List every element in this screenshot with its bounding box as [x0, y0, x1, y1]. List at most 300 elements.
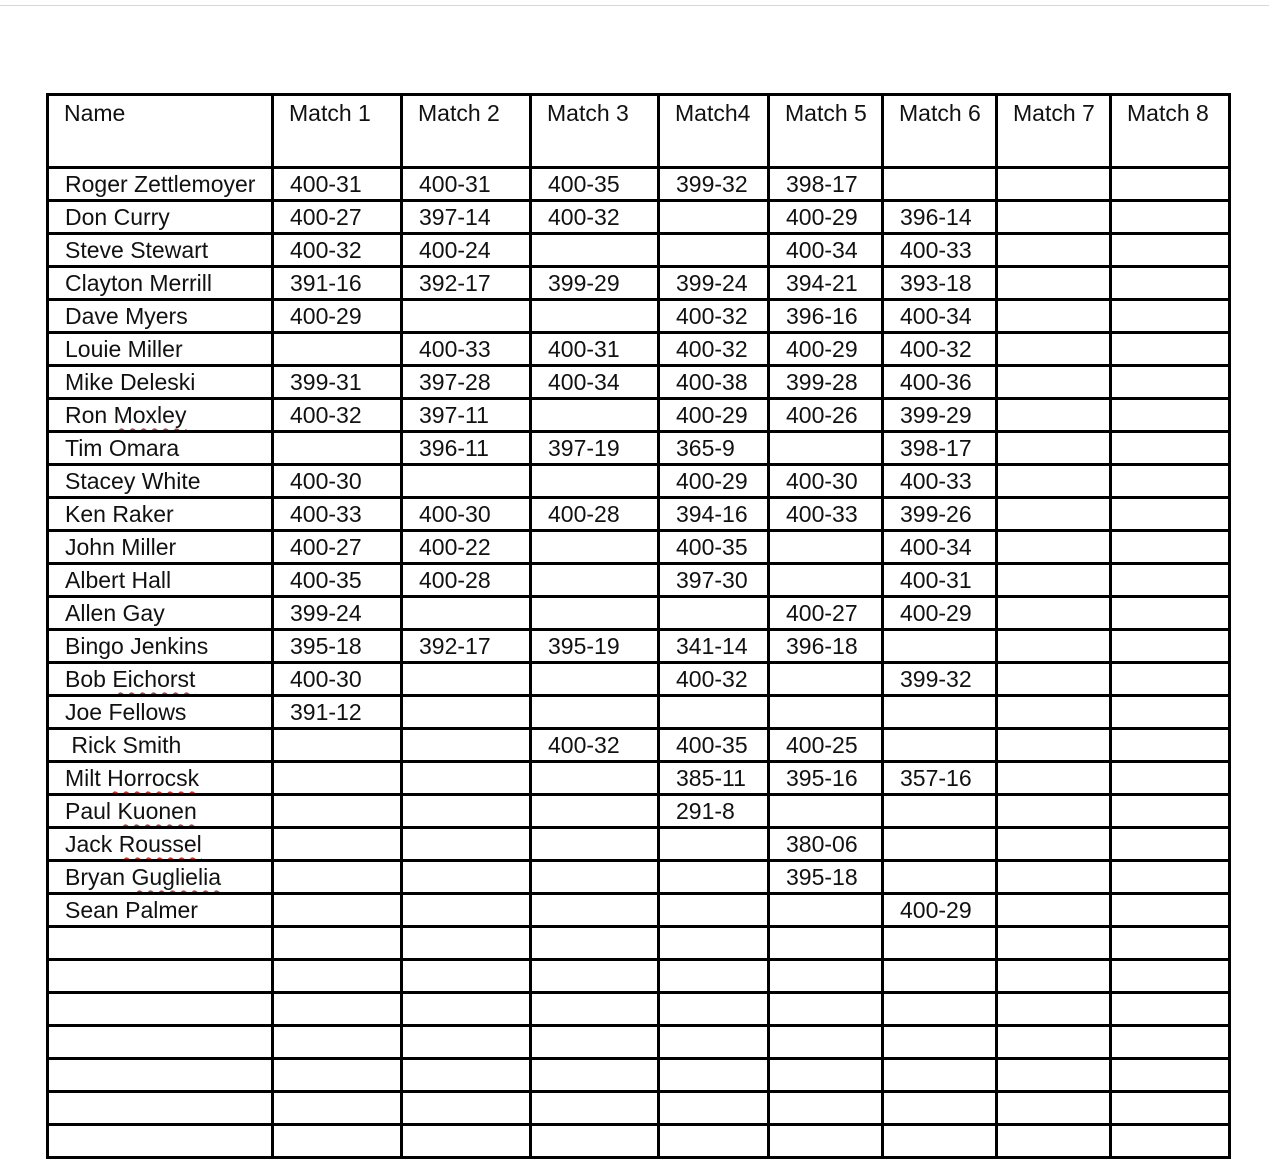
score-cell-match-2[interactable]: 400-28 — [402, 564, 531, 597]
score-cell-match-2[interactable] — [402, 729, 531, 762]
score-cell-match-2[interactable]: 400-30 — [402, 498, 531, 531]
score-cell-match-4[interactable]: 399-32 — [659, 168, 769, 201]
score-cell-match-7[interactable] — [997, 564, 1111, 597]
score-cell-match-8[interactable] — [1111, 762, 1230, 795]
score-cell-match-3[interactable]: 400-31 — [531, 333, 659, 366]
score-cell-match-7[interactable] — [997, 597, 1111, 630]
score-cell-match-5[interactable] — [769, 795, 883, 828]
column-header-match-5[interactable]: Match 5 — [769, 95, 883, 168]
score-cell-match-7[interactable] — [997, 663, 1111, 696]
empty-cell[interactable] — [48, 1026, 273, 1059]
empty-cell[interactable] — [402, 993, 531, 1026]
empty-cell[interactable] — [659, 927, 769, 960]
score-cell-match-5[interactable]: 400-30 — [769, 465, 883, 498]
score-cell-match-2[interactable]: 397-28 — [402, 366, 531, 399]
empty-cell[interactable] — [48, 993, 273, 1026]
empty-cell[interactable] — [531, 1026, 659, 1059]
score-cell-match-8[interactable] — [1111, 894, 1230, 927]
score-cell-match-5[interactable]: 400-26 — [769, 399, 883, 432]
table-row — [48, 498, 1230, 531]
shooter-name-cell[interactable] — [48, 300, 273, 333]
score-cell-match-3[interactable]: 400-35 — [531, 168, 659, 201]
score-cell-match-2[interactable]: 392-17 — [402, 630, 531, 663]
score-cell-match-1[interactable] — [273, 795, 402, 828]
score-cell-match-8[interactable] — [1111, 630, 1230, 663]
table-row — [48, 894, 1230, 927]
score-cell-match-2[interactable]: 397-14 — [402, 201, 531, 234]
score-cell-match-5[interactable] — [769, 531, 883, 564]
table-row — [48, 399, 1230, 432]
score-cell-match-3[interactable] — [531, 828, 659, 861]
table-row — [48, 762, 1230, 795]
score-cell-match-8[interactable] — [1111, 498, 1230, 531]
table-row — [48, 234, 1230, 267]
score-cell-match-6[interactable]: 400-36 — [883, 366, 997, 399]
empty-cell[interactable] — [997, 1059, 1111, 1092]
shooter-name-cell[interactable] — [48, 861, 273, 894]
score-cell-match-2[interactable]: 400-24 — [402, 234, 531, 267]
score-cell-match-3[interactable] — [531, 597, 659, 630]
table-row — [48, 663, 1230, 696]
shooter-name-cell[interactable] — [48, 795, 273, 828]
score-cell-match-5[interactable] — [769, 894, 883, 927]
score-cell-match-4[interactable]: 400-29 — [659, 399, 769, 432]
shooter-name-cell[interactable] — [48, 432, 273, 465]
shooter-name-cell[interactable] — [48, 465, 273, 498]
score-cell-match-6[interactable] — [883, 168, 997, 201]
empty-cell[interactable] — [1111, 1026, 1230, 1059]
table-row — [48, 300, 1230, 333]
score-cell-match-5[interactable]: 395-16 — [769, 762, 883, 795]
score-cell-match-2[interactable] — [402, 663, 531, 696]
score-cell-match-4[interactable]: 400-32 — [659, 333, 769, 366]
score-cell-match-3[interactable]: 400-32 — [531, 729, 659, 762]
score-cell-match-8[interactable] — [1111, 465, 1230, 498]
shooter-name-cell[interactable] — [48, 597, 273, 630]
score-cell-match-8[interactable] — [1111, 828, 1230, 861]
score-cell-match-8[interactable] — [1111, 399, 1230, 432]
score-cell-match-1[interactable]: 391-16 — [273, 267, 402, 300]
score-cell-match-3[interactable] — [531, 564, 659, 597]
score-cell-match-2[interactable] — [402, 861, 531, 894]
empty-table-row — [48, 993, 1230, 1026]
score-cell-match-6[interactable]: 400-32 — [883, 333, 997, 366]
empty-cell[interactable] — [769, 927, 883, 960]
score-cell-match-6[interactable]: 399-32 — [883, 663, 997, 696]
score-cell-match-6[interactable]: 400-34 — [883, 531, 997, 564]
empty-cell[interactable] — [402, 1026, 531, 1059]
score-cell-match-6[interactable]: 400-29 — [883, 597, 997, 630]
score-cell-match-6[interactable] — [883, 729, 997, 762]
score-cell-match-8[interactable] — [1111, 531, 1230, 564]
empty-cell[interactable] — [531, 993, 659, 1026]
score-cell-match-8[interactable] — [1111, 234, 1230, 267]
empty-cell[interactable] — [402, 1125, 531, 1158]
empty-table-row — [48, 1026, 1230, 1059]
score-cell-match-4[interactable]: 365-9 — [659, 432, 769, 465]
score-cell-match-7[interactable] — [997, 234, 1111, 267]
score-cell-match-4[interactable]: 397-30 — [659, 564, 769, 597]
score-cell-match-2[interactable] — [402, 762, 531, 795]
score-cell-match-2[interactable]: 400-22 — [402, 531, 531, 564]
score-cell-match-4[interactable]: 385-11 — [659, 762, 769, 795]
score-cell-match-4[interactable]: 291-8 — [659, 795, 769, 828]
shooter-name-cell[interactable] — [48, 498, 273, 531]
empty-cell[interactable] — [769, 960, 883, 993]
empty-cell[interactable] — [883, 993, 997, 1026]
score-cell-match-8[interactable] — [1111, 597, 1230, 630]
score-cell-match-2[interactable]: 400-31 — [402, 168, 531, 201]
score-cell-match-5[interactable]: 398-17 — [769, 168, 883, 201]
empty-cell[interactable] — [48, 1059, 273, 1092]
score-cell-match-5[interactable]: 400-33 — [769, 498, 883, 531]
empty-cell[interactable] — [769, 993, 883, 1026]
score-cell-match-5[interactable]: 396-18 — [769, 630, 883, 663]
empty-cell[interactable] — [402, 1059, 531, 1092]
score-cell-match-2[interactable] — [402, 696, 531, 729]
column-header-match-6[interactable]: Match 6 — [883, 95, 997, 168]
empty-cell[interactable] — [1111, 960, 1230, 993]
empty-cell[interactable] — [883, 960, 997, 993]
score-cell-match-2[interactable] — [402, 465, 531, 498]
score-cell-match-2[interactable] — [402, 894, 531, 927]
shooter-name-cell[interactable] — [48, 399, 273, 432]
table-row — [48, 630, 1230, 663]
score-cell-match-1[interactable] — [273, 333, 402, 366]
shooter-name: Albert Hall — [65, 567, 172, 593]
score-cell-match-4[interactable]: 400-32 — [659, 300, 769, 333]
score-cell-match-4[interactable] — [659, 828, 769, 861]
score-cell-match-5[interactable]: 400-29 — [769, 201, 883, 234]
misspelled-surname: Kuonen — [117, 798, 197, 824]
shooter-name-cell[interactable] — [48, 531, 273, 564]
score-cell-match-1[interactable]: 400-32 — [273, 399, 402, 432]
score-cell-match-2[interactable] — [402, 828, 531, 861]
score-cell-match-8[interactable] — [1111, 366, 1230, 399]
empty-cell[interactable] — [997, 993, 1111, 1026]
shooter-name-cell[interactable] — [48, 894, 273, 927]
empty-cell[interactable] — [273, 927, 402, 960]
score-cell-match-1[interactable]: 400-33 — [273, 498, 402, 531]
shooter-name-cell[interactable] — [48, 234, 273, 267]
score-cell-match-1[interactable]: 399-24 — [273, 597, 402, 630]
shooter-name-cell[interactable] — [48, 201, 273, 234]
score-cell-match-3[interactable] — [531, 861, 659, 894]
score-cell-match-1[interactable]: 399-31 — [273, 366, 402, 399]
score-cell-match-5[interactable]: 394-21 — [769, 267, 883, 300]
empty-cell[interactable] — [883, 1059, 997, 1092]
score-cell-match-7[interactable] — [997, 432, 1111, 465]
empty-cell[interactable] — [1111, 1059, 1230, 1092]
score-cell-match-1[interactable] — [273, 828, 402, 861]
score-cell-match-5[interactable]: 396-16 — [769, 300, 883, 333]
empty-cell[interactable] — [1111, 993, 1230, 1026]
score-cell-match-8[interactable] — [1111, 168, 1230, 201]
empty-cell[interactable] — [273, 960, 402, 993]
score-cell-match-1[interactable]: 400-31 — [273, 168, 402, 201]
score-cell-match-7[interactable] — [997, 828, 1111, 861]
score-cell-match-3[interactable]: 395-19 — [531, 630, 659, 663]
score-cell-match-4[interactable]: 400-32 — [659, 663, 769, 696]
score-cell-match-6[interactable]: 400-33 — [883, 234, 997, 267]
column-header-match-4[interactable]: Match4 — [659, 95, 769, 168]
score-cell-match-8[interactable] — [1111, 432, 1230, 465]
score-cell-match-6[interactable] — [883, 861, 997, 894]
empty-cell[interactable] — [48, 1125, 273, 1158]
score-cell-match-6[interactable]: 400-34 — [883, 300, 997, 333]
score-cell-match-5[interactable]: 400-27 — [769, 597, 883, 630]
empty-cell[interactable] — [531, 1059, 659, 1092]
shooter-name-cell[interactable] — [48, 366, 273, 399]
shooter-name-cell[interactable] — [48, 333, 273, 366]
score-cell-match-1[interactable]: 391-12 — [273, 696, 402, 729]
empty-cell[interactable] — [273, 1125, 402, 1158]
empty-cell[interactable] — [997, 960, 1111, 993]
score-cell-match-2[interactable] — [402, 300, 531, 333]
empty-cell[interactable] — [48, 927, 273, 960]
score-cell-match-3[interactable] — [531, 795, 659, 828]
empty-cell[interactable] — [997, 1125, 1111, 1158]
score-cell-match-8[interactable] — [1111, 729, 1230, 762]
score-cell-match-2[interactable] — [402, 597, 531, 630]
score-cell-match-7[interactable] — [997, 300, 1111, 333]
score-cell-match-3[interactable] — [531, 300, 659, 333]
score-cell-match-5[interactable]: 395-18 — [769, 861, 883, 894]
score-cell-match-2[interactable]: 396-11 — [402, 432, 531, 465]
score-cell-match-3[interactable]: 397-19 — [531, 432, 659, 465]
score-cell-match-8[interactable] — [1111, 564, 1230, 597]
score-cell-match-3[interactable] — [531, 465, 659, 498]
score-cell-match-6[interactable]: 400-31 — [883, 564, 997, 597]
score-cell-match-8[interactable] — [1111, 201, 1230, 234]
empty-cell[interactable] — [659, 1125, 769, 1158]
score-cell-match-4[interactable] — [659, 597, 769, 630]
shooter-name-cell[interactable] — [48, 696, 273, 729]
empty-cell[interactable] — [769, 1059, 883, 1092]
score-cell-match-4[interactable] — [659, 201, 769, 234]
score-cell-match-6[interactable] — [883, 696, 997, 729]
column-header-name[interactable]: Name — [48, 95, 273, 168]
score-cell-match-8[interactable] — [1111, 300, 1230, 333]
score-cell-match-8[interactable] — [1111, 795, 1230, 828]
score-cell-match-4[interactable]: 400-35 — [659, 531, 769, 564]
score-cell-match-7[interactable] — [997, 498, 1111, 531]
score-cell-match-7[interactable] — [997, 333, 1111, 366]
score-cell-match-7[interactable] — [997, 465, 1111, 498]
score-cell-match-3[interactable] — [531, 399, 659, 432]
score-cell-match-3[interactable] — [531, 762, 659, 795]
empty-cell[interactable] — [48, 960, 273, 993]
empty-cell[interactable] — [402, 1092, 531, 1125]
empty-cell[interactable] — [997, 1026, 1111, 1059]
score-cell-match-3[interactable]: 399-29 — [531, 267, 659, 300]
score-cell-match-4[interactable] — [659, 234, 769, 267]
score-cell-match-7[interactable] — [997, 762, 1111, 795]
empty-cell[interactable] — [1111, 1125, 1230, 1158]
score-cell-match-7[interactable] — [997, 168, 1111, 201]
table-row — [48, 267, 1230, 300]
score-cell-match-3[interactable] — [531, 234, 659, 267]
empty-cell[interactable] — [48, 1092, 273, 1125]
score-cell-match-4[interactable] — [659, 894, 769, 927]
score-cell-match-4[interactable] — [659, 696, 769, 729]
empty-cell[interactable] — [883, 1125, 997, 1158]
empty-cell[interactable] — [531, 1125, 659, 1158]
score-cell-match-4[interactable]: 400-38 — [659, 366, 769, 399]
score-cell-match-6[interactable] — [883, 795, 997, 828]
score-cell-match-7[interactable] — [997, 531, 1111, 564]
empty-cell[interactable] — [659, 993, 769, 1026]
score-cell-match-4[interactable] — [659, 861, 769, 894]
score-cell-match-2[interactable]: 400-33 — [402, 333, 531, 366]
empty-cell[interactable] — [531, 1092, 659, 1125]
empty-cell[interactable] — [1111, 1092, 1230, 1125]
empty-cell[interactable] — [769, 1026, 883, 1059]
score-cell-match-7[interactable] — [997, 696, 1111, 729]
header-row — [48, 95, 1230, 168]
score-cell-match-1[interactable]: 400-27 — [273, 531, 402, 564]
score-cell-match-5[interactable] — [769, 696, 883, 729]
score-cell-match-1[interactable] — [273, 432, 402, 465]
score-cell-match-2[interactable]: 392-17 — [402, 267, 531, 300]
score-cell-match-1[interactable] — [273, 762, 402, 795]
shooter-name: Sean Palmer — [65, 897, 198, 923]
empty-cell[interactable] — [531, 960, 659, 993]
empty-cell[interactable] — [659, 1059, 769, 1092]
score-cell-match-1[interactable]: 400-35 — [273, 564, 402, 597]
empty-cell[interactable] — [659, 960, 769, 993]
score-cell-match-5[interactable]: 400-25 — [769, 729, 883, 762]
column-header-match-1[interactable]: Match 1 — [273, 95, 402, 168]
score-cell-match-3[interactable]: 400-28 — [531, 498, 659, 531]
shooter-name: Dave Myers — [65, 303, 188, 329]
score-cell-match-7[interactable] — [997, 729, 1111, 762]
shooter-name: Clayton Merrill — [65, 270, 212, 296]
score-cell-match-4[interactable]: 399-24 — [659, 267, 769, 300]
empty-cell[interactable] — [273, 1092, 402, 1125]
table-row — [48, 465, 1230, 498]
score-cell-match-1[interactable]: 400-30 — [273, 663, 402, 696]
shooter-name: Joe Fellows — [65, 699, 187, 725]
score-cell-match-5[interactable] — [769, 432, 883, 465]
empty-cell[interactable] — [883, 1026, 997, 1059]
score-cell-match-1[interactable]: 400-32 — [273, 234, 402, 267]
empty-cell[interactable] — [659, 1026, 769, 1059]
score-cell-match-6[interactable]: 399-29 — [883, 399, 997, 432]
score-cell-match-7[interactable] — [997, 399, 1111, 432]
empty-cell[interactable] — [402, 927, 531, 960]
score-cell-match-6[interactable]: 400-29 — [883, 894, 997, 927]
score-cell-match-6[interactable] — [883, 828, 997, 861]
score-cell-match-3[interactable]: 400-34 — [531, 366, 659, 399]
empty-cell[interactable] — [883, 927, 997, 960]
shooter-name-cell[interactable] — [48, 564, 273, 597]
shooter-name-cell[interactable] — [48, 630, 273, 663]
score-cell-match-6[interactable] — [883, 630, 997, 663]
score-cell-match-7[interactable] — [997, 267, 1111, 300]
score-cell-match-1[interactable]: 395-18 — [273, 630, 402, 663]
score-cell-match-8[interactable] — [1111, 861, 1230, 894]
score-cell-match-5[interactable]: 399-28 — [769, 366, 883, 399]
score-cell-match-4[interactable]: 400-29 — [659, 465, 769, 498]
column-header-match-7[interactable]: Match 7 — [997, 95, 1111, 168]
empty-cell[interactable] — [769, 1125, 883, 1158]
empty-cell[interactable] — [402, 960, 531, 993]
score-cell-match-3[interactable] — [531, 663, 659, 696]
score-cell-match-3[interactable] — [531, 531, 659, 564]
score-cell-match-7[interactable] — [997, 366, 1111, 399]
shooter-name-cell[interactable] — [48, 663, 273, 696]
table-row — [48, 201, 1230, 234]
score-cell-match-7[interactable] — [997, 861, 1111, 894]
shooter-name-cell[interactable] — [48, 828, 273, 861]
empty-cell[interactable] — [659, 1092, 769, 1125]
score-cell-match-6[interactable]: 400-33 — [883, 465, 997, 498]
score-cell-match-6[interactable]: 357-16 — [883, 762, 997, 795]
score-cell-match-6[interactable]: 399-26 — [883, 498, 997, 531]
empty-cell[interactable] — [997, 927, 1111, 960]
score-cell-match-8[interactable] — [1111, 267, 1230, 300]
empty-cell[interactable] — [273, 1059, 402, 1092]
score-cell-match-2[interactable] — [402, 795, 531, 828]
score-cell-match-7[interactable] — [997, 894, 1111, 927]
score-cell-match-1[interactable]: 400-27 — [273, 201, 402, 234]
score-cell-match-3[interactable]: 400-32 — [531, 201, 659, 234]
score-cell-match-7[interactable] — [997, 630, 1111, 663]
empty-cell[interactable] — [883, 1092, 997, 1125]
score-cell-match-1[interactable]: 400-29 — [273, 300, 402, 333]
score-cell-match-8[interactable] — [1111, 333, 1230, 366]
score-cell-match-5[interactable] — [769, 663, 883, 696]
score-cell-match-5[interactable] — [769, 564, 883, 597]
shooter-name-cell[interactable] — [48, 168, 273, 201]
score-cell-match-7[interactable] — [997, 201, 1111, 234]
score-cell-match-6[interactable]: 396-14 — [883, 201, 997, 234]
column-header-match-3[interactable]: Match 3 — [531, 95, 659, 168]
column-header-match-8[interactable]: Match 8 — [1111, 95, 1230, 168]
score-cell-match-6[interactable]: 393-18 — [883, 267, 997, 300]
empty-cell[interactable] — [531, 927, 659, 960]
score-cell-match-7[interactable] — [997, 795, 1111, 828]
table-row — [48, 861, 1230, 894]
column-header-match-2[interactable]: Match 2 — [402, 95, 531, 168]
empty-cell[interactable] — [273, 1026, 402, 1059]
shooter-name-cell[interactable] — [48, 729, 273, 762]
shooter-name-cell[interactable] — [48, 762, 273, 795]
score-cell-match-5[interactable]: 380-06 — [769, 828, 883, 861]
score-cell-match-3[interactable] — [531, 894, 659, 927]
score-cell-match-1[interactable] — [273, 729, 402, 762]
empty-cell[interactable] — [769, 1092, 883, 1125]
score-cell-match-1[interactable] — [273, 861, 402, 894]
score-cell-match-1[interactable] — [273, 894, 402, 927]
empty-cell[interactable] — [273, 993, 402, 1026]
shooter-name-cell[interactable] — [48, 267, 273, 300]
score-cell-match-8[interactable] — [1111, 663, 1230, 696]
score-cell-match-5[interactable]: 400-34 — [769, 234, 883, 267]
score-cell-match-3[interactable] — [531, 696, 659, 729]
score-cell-match-5[interactable]: 400-29 — [769, 333, 883, 366]
empty-cell[interactable] — [1111, 927, 1230, 960]
empty-cell[interactable] — [997, 1092, 1111, 1125]
score-cell-match-4[interactable]: 341-14 — [659, 630, 769, 663]
score-cell-match-2[interactable]: 397-11 — [402, 399, 531, 432]
score-cell-match-4[interactable]: 400-35 — [659, 729, 769, 762]
score-cell-match-8[interactable] — [1111, 696, 1230, 729]
score-cell-match-6[interactable]: 398-17 — [883, 432, 997, 465]
score-cell-match-1[interactable]: 400-30 — [273, 465, 402, 498]
score-cell-match-4[interactable]: 394-16 — [659, 498, 769, 531]
